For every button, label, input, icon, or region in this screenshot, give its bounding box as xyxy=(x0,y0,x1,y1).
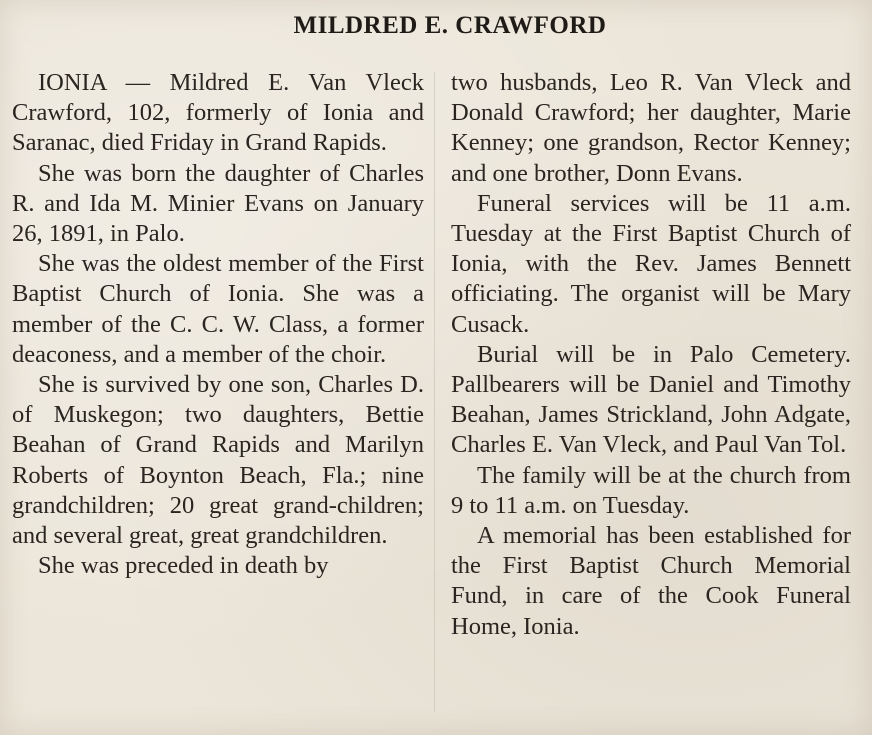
paragraph-funeral: Funeral services will be 11 a.m. Tuesday at the First Baptist Church of Ionia, with the Rev. James Bennett officiating. The organist will be Mary Cusack. xyxy=(451,189,851,338)
paragraph-visitation: The family will be at the church from 9 to 11 a.m. on Tuesday. xyxy=(451,461,851,519)
paragraph-church: She was the oldest member of the First Baptist Church of Ionia. She was a member of the C. C. W. Class, a former deaconess, and a member of the choir. xyxy=(12,250,424,368)
obituary-title: MILDRED E. CRAWFORD xyxy=(293,12,607,39)
paragraph-preceded: She was preceded in death by xyxy=(38,552,329,580)
paragraph-intro: IONIA — Mildred E. Van Vleck Crawford, 102, formerly of Ionia and Saranac, died Friday in Grand Rapids. xyxy=(12,69,424,157)
left-column xyxy=(12,68,424,581)
right-column xyxy=(451,68,851,642)
column-divider xyxy=(434,72,435,712)
paragraph-burial: Burial will be in Palo Cemetery. Pallbearers will be Daniel and Timothy Beahan, James Strickland, John Adgate, Charles E. Van Vleck, and Paul Van Tol. xyxy=(451,340,851,459)
paragraph-preceded-continued: two husbands, Leo R. Van Vleck and Donald Crawford; her daughter, Marie Kenney; one grandson, Rector Kenney; and one brother, Donn Evans. xyxy=(451,69,851,187)
paragraph-survivors: She is survived by one son, Charles D. of Muskegon; two daughters, Bettie Beahan of Grand Rapids and Marilyn Roberts of Boynton Beach, Fla.; nine grandchildren; 20 great grand-children; and several great, great grandchildren. xyxy=(12,371,424,550)
paragraph-memorial: A memorial has been established for the First Baptist Church Memorial Fund, in care of the Cook Funeral Home, Ionia. xyxy=(451,522,851,640)
paragraph-birth: She was born the daughter of Charles R. and Ida M. Minier Evans on January 26, 1891, in Palo. xyxy=(12,159,424,248)
